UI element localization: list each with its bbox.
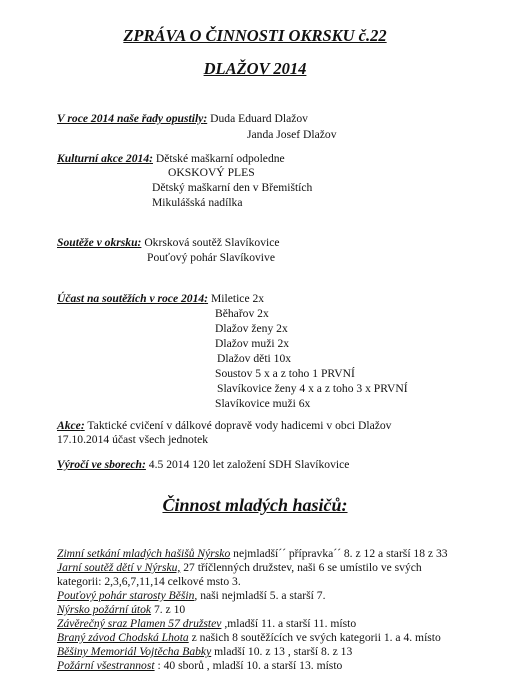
participation-item-4: Dlažov muži 2x: [215, 337, 290, 350]
youth-heading: Činnost mladých hasičů:: [162, 495, 348, 515]
actions-line-1: Akce: Taktické cvičení v dálkové dopravě vody hadicemi v obci Dlažov: [57, 419, 392, 432]
youth-line-4: [57, 589, 325, 603]
culture-item-1: Dětské maškarní odpoledne: [155, 152, 285, 165]
participation-item-7: Slavíkovice ženy 4 x a z toho 3 x PRVNÍ: [217, 382, 408, 395]
departed-name-1: Duda Eduard Dlažov: [210, 112, 308, 125]
youth-line-3: [57, 575, 241, 589]
youth-text-1: nejmladší´´ přípravka´´ 8. z 12 a starší 18 z 33: [230, 547, 448, 560]
participation-item-6: Soustov 5 x a z toho 1 PRVNÍ: [215, 367, 355, 380]
youth-label-5: Nýrsko požární útok: [57, 603, 152, 616]
page-subtitle: DLAŽOV 2014: [203, 59, 307, 78]
youth-text-4: , naši nejmladší 5. a starší 7.: [194, 589, 326, 602]
departed-name-2: Janda Josef Dlažov: [247, 128, 337, 141]
participation-item-1: Miletice 2x: [210, 292, 265, 305]
actions-text-1: Taktické cvičení v dálkové dopravě vody hadicemi v obci Dlažov: [87, 419, 392, 432]
youth-text-2: 27 tříčlenných družstev, naši 6 se umístilo ve svých: [180, 561, 422, 574]
youth-line-1: [57, 547, 448, 561]
youth-line-5: [57, 603, 185, 617]
district-item-1: Okrsková soutěž Slavíkovice: [144, 236, 280, 249]
anniversary-label: Výročí ve sborech: [57, 458, 143, 471]
culture-label: Kulturní akce 2014: [57, 152, 150, 165]
youth-text-5: 7. z 10: [151, 603, 186, 616]
youth-line-8: [57, 645, 352, 659]
actions-text-2: 17.10.2014 účast všech jednotek: [57, 433, 209, 446]
participation-item-3: Dlažov ženy 2x: [215, 322, 288, 335]
actions-label: Akce: [57, 419, 81, 432]
departed-label: V roce 2014 naše řady opustily: [57, 112, 204, 125]
youth-label-7: Braný závod Chodská Lhota: [57, 631, 189, 644]
district-line-1: Soutěže v okrsku: Okrsková soutěž Slavíkovice: [57, 236, 280, 249]
culture-item-4: Mikulášská nadílka: [152, 196, 243, 209]
youth-text-8: mladší 10. z 13 , starší 8. z 13: [211, 645, 353, 658]
participation-item-5: Dlažov děti 10x: [217, 352, 292, 365]
youth-label-6: Závěrečný sraz Plamen 57 družstev: [57, 617, 222, 630]
youth-text-9: : 40 sborů , mladší 10. a starší 13. místo: [154, 659, 343, 672]
participation-item-8: Slavíkovice muži 6x: [215, 397, 311, 410]
page-title: ZPRÁVA O ČINNOSTI OKRSKU č.22: [123, 26, 387, 45]
youth-label-8: Běšiny Memoriál Vojtěcha Babky: [57, 645, 212, 658]
youth-line-9: [57, 659, 342, 673]
youth-label-1: Zimní setkání mladých hašišů Nýrsko: [57, 547, 231, 560]
youth-text-3: kategorii: 2,3,6,7,11,14 celkové msto 3.: [57, 575, 241, 588]
anniversary-line: Výročí ve sborech: 4.5 2014 120 let založení SDH Slavíkovice: [57, 458, 350, 471]
participation-label: Účast na soutěžích v roce 2014: [57, 292, 205, 305]
youth-label-2: Jarní soutěž dětí v Nýrsku,: [57, 561, 181, 574]
culture-item-3: Dětský maškarní den v Břemištích: [152, 181, 313, 194]
youth-label-9: Požární všestrannost: [57, 659, 155, 672]
district-item-2: Pouťový pohár Slavíkovive: [147, 251, 275, 264]
district-label: Soutěže v okrsku: [57, 236, 138, 249]
youth-text-6: ,mladší 11. a starší 11. místo: [221, 617, 357, 630]
culture-item-2: OKSKOVÝ PLES: [168, 166, 255, 179]
participation-line-1: Účast na soutěžích v roce 2014: Miletice 2x: [57, 292, 265, 305]
youth-line-6: [57, 617, 356, 631]
participation-item-2: Běhařov 2x: [215, 307, 269, 320]
youth-label-4: Pouťový pohár starosty Běšin: [57, 589, 195, 602]
youth-line-7: [57, 631, 441, 645]
anniversary-text: 4.5 2014 120 let založení SDH Slavíkovice: [148, 458, 350, 471]
culture-line-1: Kulturní akce 2014: Dětské maškarní odpoledne: [57, 152, 285, 165]
youth-text-7: z našich 8 soutěžících ve svých kategorii 1. a 4. místo: [188, 631, 441, 644]
departed-line-1: V roce 2014 naše řady opustily: Duda Eduard Dlažov: [57, 112, 308, 125]
youth-line-2: [57, 561, 422, 575]
